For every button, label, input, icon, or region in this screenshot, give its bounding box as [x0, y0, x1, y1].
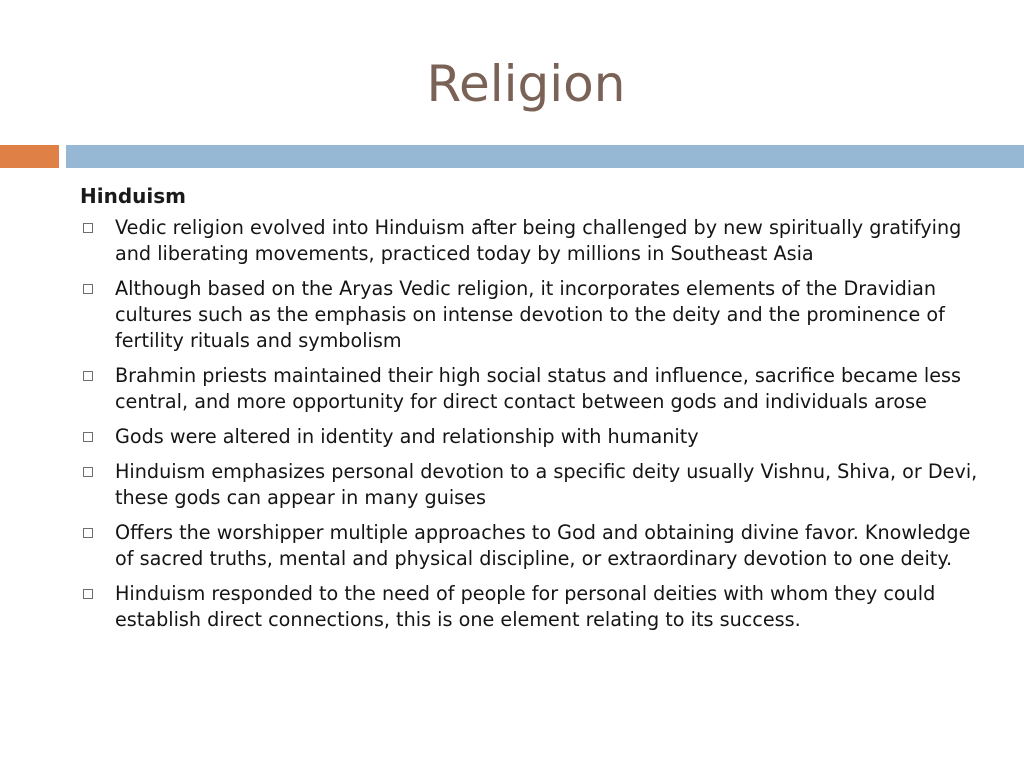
list-item [80, 424, 980, 450]
bullet-text: Although based on the Aryas Vedic religion, it incorporates elements of the Dravidian cultures such as the emphasis on intense devotion to the deity and the prominence of fertility rituals and symbolism [115, 277, 945, 352]
square-outline-bullet-icon [83, 589, 93, 599]
bullet-text: Hinduism emphasizes personal devotion to a specific deity usually Vishnu, Shiva, or Devi, these gods can appear in many guises [115, 460, 978, 509]
square-outline-bullet-icon [83, 284, 93, 294]
bullet-text: Offers the worshipper multiple approaches to God and obtaining divine favor. Knowledge of sacred truths, mental and physical discipline, or extraordinary devotion to one deity. [115, 521, 971, 570]
bullet-list [80, 215, 980, 633]
list-item [80, 215, 980, 267]
title-divider-band [66, 145, 1024, 168]
bullet-text: Hinduism responded to the need of people for personal deities with whom they could establish direct connections, this is one element relating to its success. [115, 582, 936, 631]
list-item [80, 276, 980, 354]
slide-body [80, 183, 980, 642]
list-item [80, 459, 980, 511]
square-outline-bullet-icon [83, 371, 93, 381]
slide-title: Religion [426, 55, 626, 113]
square-outline-bullet-icon [83, 432, 93, 442]
bullet-text: Vedic religion evolved into Hinduism after being challenged by new spiritually gratifying and liberating movements, practiced today by millions in Southeast Asia [115, 216, 962, 265]
title-accent-band [0, 145, 59, 168]
list-item [80, 363, 980, 415]
section-heading: Hinduism [80, 184, 186, 208]
list-item [80, 520, 980, 572]
bullet-text: Gods were altered in identity and relationship with humanity [115, 425, 699, 448]
square-outline-bullet-icon [83, 528, 93, 538]
square-outline-bullet-icon [83, 467, 93, 477]
square-outline-bullet-icon [83, 223, 93, 233]
bullet-text: Brahmin priests maintained their high social status and influence, sacrifice became less central, and more opportunity for direct contact between gods and individuals arose [115, 364, 962, 413]
list-item [80, 581, 980, 633]
